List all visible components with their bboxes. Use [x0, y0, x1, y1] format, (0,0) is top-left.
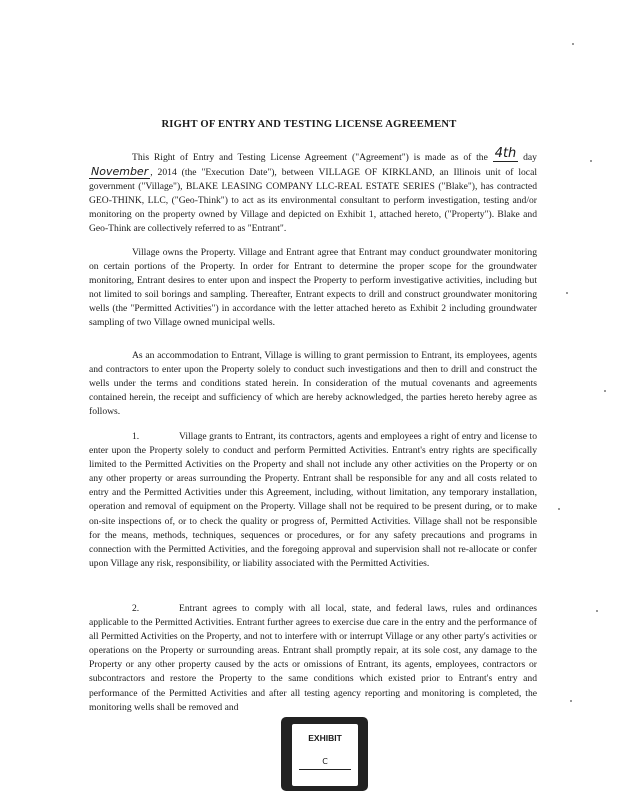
scan-speck: [558, 508, 560, 510]
intro-paragraph: [89, 146, 537, 237]
property-paragraph-text: Village owns the Property. Village and Entrant agree that Entrant may conduct groundwater monitoring on certain portions of the Property. In order for Entrant to determine the proper scope for the groundwater monitoring, Entrant desires to enter upon and inspect the Property to perform investigative activities, including but not limited to soil borings and sampling. Thereafter, Entrant expects to drill and construct groundwater monitoring wells (the "Permitted Activities") in accordance with the letter attached hereto as Exhibit 2 including groundwater sampling of two Village owned municipal wells.: [89, 247, 537, 329]
handwritten-month: November: [91, 165, 149, 179]
document-title: RIGHT OF ENTRY AND TESTING LICENSE AGREEMENT: [161, 119, 457, 130]
intro-text-start: This Right of Entry and Testing License Agreement ("Agreement") is made as of the: [132, 152, 488, 163]
scan-speck: [590, 160, 592, 162]
handwritten-day: 4th: [494, 146, 517, 161]
scan-speck: [572, 43, 574, 45]
exhibit-stamp-title: EXHIBIT: [308, 733, 342, 743]
section-1-text: Village grants to Entrant, its contractors, agents and employees a right of entry and license to enter upon the Property solely to conduct and perform Permitted Activities. Entrant's entry rights are specifically limited to the Permitted Activities on the Property and shall not include any other activities on the Property or on any other property or areas surrounding the Property. Entrant shall be responsible for any and all costs related to entry and the Permitted Activities under this Agreement, including, without limitation, any temporary installation, operation and removal of equipment on the Property. Village shall not be required to be present during, or to make on-site inspections of, or to check the quality or progress of, Permitted Activities. Village shall not be responsible for the means, methods, techniques, sequences or procedures, or for any safety precautions and programs in connection with the Permitted Activities, and the foregoing approval and supervision shall not re-allocate or confer upon Village any risk, responsibility, or liability associated with the Permitted Activities.: [89, 431, 537, 569]
exhibit-stamp: [281, 717, 368, 791]
accommodation-paragraph-text: As an accommodation to Entrant, Village is willing to grant permission to Entrant, its employees, agents and contractors to enter upon the Property solely to conduct such investigations and then to drill and construct the wells under the terms and conditions stated herein. In consideration of the mutual covenants and agreements contained herein, the receipt and sufficiency of which are hereby acknowledged, the parties hereto hereby agree as follows.: [89, 350, 537, 418]
property-paragraph: [89, 246, 537, 331]
section-2-number: 2.: [132, 603, 140, 614]
scan-speck: [604, 390, 606, 392]
intro-text-rest: , 2014 (the "Execution Date"), between VILLAGE OF KIRKLAND, an Illinois unit of local government ("Village"), BLAKE LEASING COMPANY LLC-REAL ESTATE SERIES ("Blake"), has contracted GEO-THINK, LLC, ("Geo-Think") to act as its environmental consultant to perform investigation, testing and/or monitoring on the property owned by Village and depicted on Exhibit 1, attached hereto, ("Property"). Blake and Geo-Think are collectively referred to as "Entrant".: [89, 167, 537, 235]
accommodation-paragraph: [89, 349, 537, 419]
exhibit-stamp-line: [299, 769, 351, 770]
section-2-paragraph: [89, 602, 537, 715]
intro-day-word: day: [523, 152, 537, 163]
scan-speck: [566, 292, 568, 294]
section-2-text: Entrant agrees to comply with all local, state, and federal laws, rules and ordinances applicable to the Permitted Activities. Entrant further agrees to exercise due care in the entry and the performance of all Permitted Activities on the Property, and not to interfere with or interrupt Village or any other party's activities or operations on the Property or surrounding areas. Entrant shall promptly repair, at its sole cost, any damage to the Property or any other property caused by the acts or omissions of Entrant, its agents, employees, contractors or subcontractors and restore the Property to the same conditions which existed prior to Entrant's entry and performance of the Permitted Activities and after all testing agency reporting and monitoring is completed, the monitoring wells shall be removed and: [89, 603, 537, 713]
exhibit-stamp-label-area: [292, 724, 358, 786]
section-1-number: 1.: [132, 431, 140, 442]
scan-speck: [596, 610, 598, 612]
section-1-paragraph: [89, 430, 537, 571]
scan-speck: [570, 700, 572, 702]
exhibit-stamp-letter: C: [322, 757, 328, 766]
